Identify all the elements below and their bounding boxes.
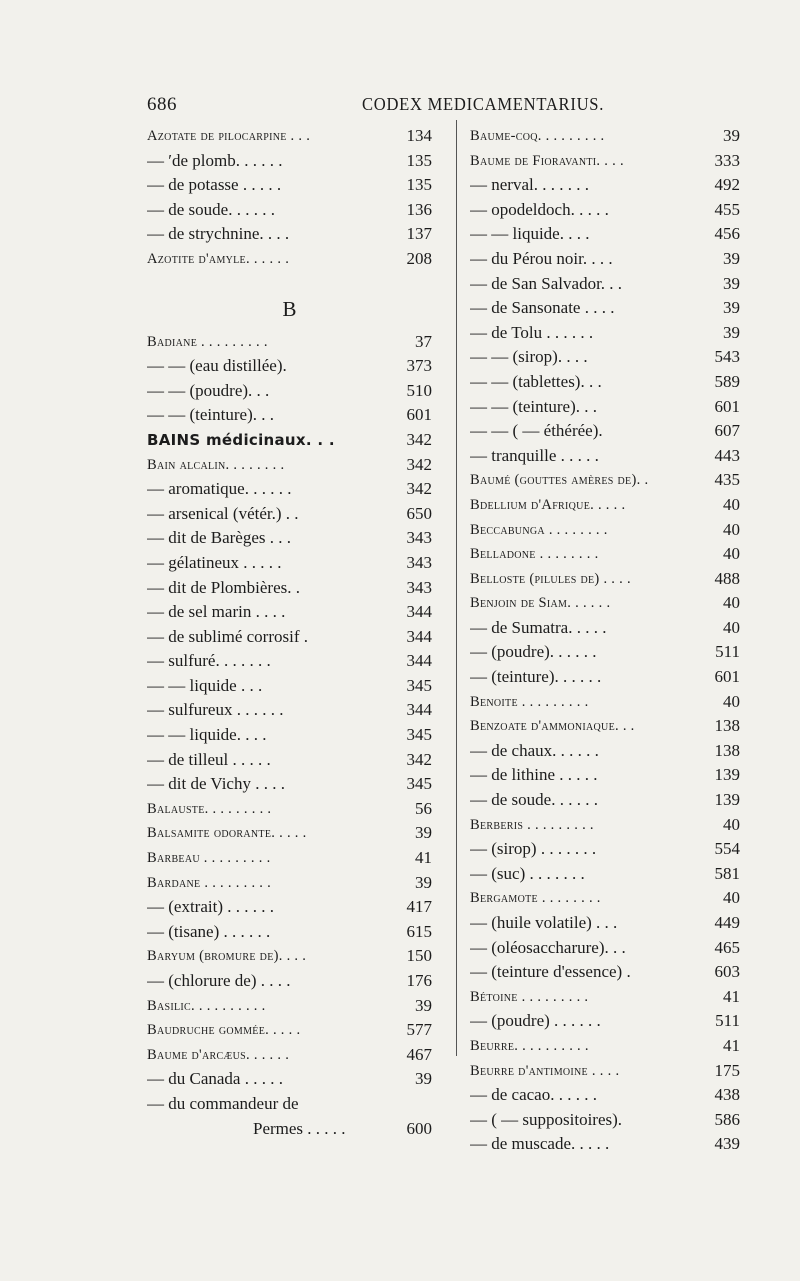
index-entry <box>147 379 432 404</box>
entry-term: — (suc) . . . . . . . <box>470 863 585 883</box>
entry-page-number: 603 <box>714 962 740 982</box>
index-entry <box>470 690 740 715</box>
entry-term: — dit de Vichy . . . . <box>147 774 285 794</box>
index-entry <box>470 813 740 838</box>
entry-page-number: 342 <box>406 429 432 449</box>
entry-page-number: 443 <box>714 445 740 465</box>
entry-term: — de muscade. . . . . <box>470 1134 610 1154</box>
entry-page-number: 40 <box>723 814 740 834</box>
entry-page-number: 139 <box>714 765 740 785</box>
index-entry <box>470 1108 740 1133</box>
index-entry <box>147 698 432 723</box>
entry-page-number: 40 <box>723 593 740 613</box>
entry-page-number: 439 <box>714 1134 740 1154</box>
entry-term: — de strychnine. . . . <box>147 224 290 244</box>
entry-term: Belladone . . . . . . . . <box>470 546 599 563</box>
entry-term: — (tisane) . . . . . . <box>147 921 271 941</box>
entry-term: Benoite . . . . . . . . . <box>470 693 589 710</box>
index-entry <box>470 886 740 911</box>
index-entry <box>147 576 432 601</box>
entry-term: — (oléosaccharure). . . <box>470 937 626 957</box>
entry-page-number: 601 <box>714 667 740 687</box>
entry-page-number: 586 <box>714 1109 740 1129</box>
entry-term: — (chlorure de) . . . . <box>147 971 291 990</box>
index-entry <box>147 526 432 551</box>
entry-page-number: 601 <box>714 396 740 416</box>
entry-page-number: 615 <box>406 921 432 941</box>
entry-term: Badiane . . . . . . . . . <box>147 333 268 350</box>
index-entry <box>147 649 432 674</box>
entry-term: — du Canada . . . . . <box>147 1069 283 1089</box>
entry-term: — opodeldoch. . . . . <box>470 199 609 219</box>
page-number: 686 <box>147 94 177 115</box>
index-entry <box>147 1092 432 1117</box>
entry-term: — gélatineux . . . . . <box>147 552 282 572</box>
index-entry <box>147 846 432 871</box>
entry-term: Baumé (gouttes amères de). . <box>470 472 649 489</box>
index-entry <box>147 748 432 773</box>
entry-term: — — liquide. . . . <box>147 725 267 745</box>
entry-page-number: 543 <box>714 347 740 367</box>
entry-page-number: 39 <box>415 872 432 892</box>
entry-page-number: 465 <box>714 937 740 957</box>
index-entry <box>147 797 432 822</box>
entry-page-number: 40 <box>723 888 740 908</box>
entry-page-number: 150 <box>406 946 432 966</box>
entry-term: — (poudre) . . . . . . <box>470 1011 601 1031</box>
entry-page-number: 138 <box>714 740 740 760</box>
index-entry <box>470 518 740 543</box>
entry-term: — de cacao. . . . . . <box>470 1085 597 1105</box>
entry-page-number: 344 <box>406 700 432 720</box>
index-entry <box>470 640 740 665</box>
entry-term: Bdellium d'Afrique. . . . . <box>470 496 626 513</box>
index-entry <box>147 477 432 502</box>
entry-term: — ( — suppositoires). <box>470 1109 623 1129</box>
entry-page-number: 176 <box>406 971 432 990</box>
entry-term: — (teinture d'essence) . <box>470 962 631 982</box>
entry-page-number: 345 <box>406 725 432 745</box>
entry-page-number: 345 <box>406 774 432 794</box>
entry-page-number: 345 <box>406 675 432 695</box>
entry-term: Baume-coq. . . . . . . . . <box>470 128 605 144</box>
entry-term: — nerval. . . . . . . <box>470 175 589 195</box>
entry-page-number: 39 <box>723 273 740 293</box>
entry-term: — sulfureux . . . . . . <box>147 700 284 720</box>
index-entry <box>470 198 740 223</box>
entry-page-number: 41 <box>415 848 432 868</box>
entry-term: — — liquide . . . <box>147 675 263 695</box>
index-entry <box>470 739 740 764</box>
entry-page-number: 435 <box>714 470 740 490</box>
entry-page-number: 417 <box>406 897 432 917</box>
entry-page-number: 41 <box>723 986 740 1006</box>
index-entry <box>147 198 432 223</box>
index-entry <box>470 936 740 961</box>
entry-page-number: 344 <box>406 626 432 646</box>
entry-term: Permes . . . . . <box>253 1118 346 1138</box>
index-entry <box>470 567 740 592</box>
entry-term: Benjoin de Siam. . . . . . <box>470 595 611 612</box>
index-entry <box>147 994 432 1019</box>
index-entry <box>470 272 740 297</box>
entry-page-number: 333 <box>714 150 740 170</box>
entry-term: Beurre. . . . . . . . . . <box>470 1037 589 1054</box>
index-entry <box>470 911 740 936</box>
index-entry <box>470 542 740 567</box>
index-entry <box>147 222 432 247</box>
index-entry <box>470 370 740 395</box>
index-entry <box>470 345 740 370</box>
entry-page-number: 511 <box>715 1011 740 1031</box>
entry-term: Belloste (pilules de) . . . . <box>470 570 631 587</box>
entry-page-number: 510 <box>406 380 432 400</box>
index-entry <box>470 665 740 690</box>
index-entry <box>470 247 740 272</box>
index-entry <box>147 124 432 149</box>
entry-page-number: 37 <box>415 331 432 351</box>
entry-term: — — (tablettes). . . <box>470 371 602 391</box>
entry-page-number: 136 <box>406 199 432 219</box>
entry-page-number: 554 <box>714 839 740 859</box>
entry-term: Benzoate d'ammoniaque. . . <box>470 718 635 735</box>
entry-page-number: 134 <box>406 126 432 145</box>
index-entry <box>147 1018 432 1043</box>
entry-page-number: 138 <box>714 716 740 736</box>
index-entry <box>470 321 740 346</box>
entry-page-number: 650 <box>406 503 432 523</box>
entry-page-number: 40 <box>723 494 740 514</box>
entry-page-number: 577 <box>406 1020 432 1040</box>
index-entry <box>470 837 740 862</box>
index-entry <box>147 330 432 355</box>
entry-term: — — (sirop). . . . <box>470 347 588 367</box>
entry-term: — de lithine . . . . . <box>470 765 598 785</box>
section-letter-heading: B <box>282 296 297 321</box>
index-entry <box>147 625 432 650</box>
entry-page-number: 455 <box>714 199 740 219</box>
entry-term: — — liquide. . . . <box>470 224 590 244</box>
entry-term: — de Sumatra. . . . . <box>470 617 607 637</box>
entry-term: — de chaux. . . . . . <box>470 740 599 760</box>
entry-term: Berberis . . . . . . . . . <box>470 816 594 833</box>
entry-term: — de tilleul . . . . . <box>147 749 271 769</box>
entry-page-number: 135 <box>406 150 432 170</box>
entry-page-number: 589 <box>714 371 740 391</box>
index-entry <box>470 1059 740 1084</box>
entry-term: Baryum (bromure de). . . . <box>147 948 307 965</box>
entry-page-number: 343 <box>406 577 432 597</box>
entry-term: Azotate de pilocarpine . . . <box>147 128 311 144</box>
entry-page-number: 39 <box>723 322 740 342</box>
index-entry <box>470 960 740 985</box>
entry-term: — dit de Plombières. . <box>147 577 300 597</box>
entry-term: — (poudre). . . . . . <box>470 642 597 662</box>
index-entry <box>147 453 432 478</box>
entry-page-number: 175 <box>714 1060 740 1080</box>
entry-term: — arsenical (vétér.) . . <box>147 503 299 523</box>
index-entry <box>470 591 740 616</box>
index-entry <box>470 173 740 198</box>
entry-page-number: 607 <box>714 421 740 441</box>
entry-term: — sulfuré. . . . . . . <box>147 651 271 671</box>
entry-page-number: 40 <box>723 617 740 637</box>
index-entry <box>470 395 740 420</box>
left-index-column <box>147 124 432 1141</box>
entry-page-number: 208 <box>406 248 432 268</box>
entry-term: — ′de plomb. . . . . . <box>147 150 283 170</box>
index-entry <box>147 723 432 748</box>
entry-term: — — (teinture). . . <box>470 396 597 416</box>
entry-term: — (extrait) . . . . . . <box>147 897 274 917</box>
entry-page-number: 511 <box>715 642 740 662</box>
index-entry <box>470 985 740 1010</box>
entry-term: — aromatique. . . . . . <box>147 479 292 499</box>
entry-page-number: 56 <box>415 798 432 818</box>
entry-term: Baudruche gommée. . . . . <box>147 1022 301 1039</box>
index-entry <box>147 173 432 198</box>
entry-term: Barbeau . . . . . . . . . <box>147 850 271 867</box>
entry-term: — du Pérou noir. . . . <box>470 248 613 268</box>
entry-term: — — (poudre). . . <box>147 380 270 400</box>
index-entry <box>470 419 740 444</box>
entry-term: — — ( — éthérée). <box>470 421 603 441</box>
entry-page-number: 581 <box>714 863 740 883</box>
index-entry <box>470 714 740 739</box>
entry-page-number: 344 <box>406 602 432 622</box>
entry-term: Bergamote . . . . . . . . <box>470 890 601 907</box>
entry-page-number: 39 <box>723 126 740 145</box>
entry-page-number: 343 <box>406 528 432 548</box>
index-entry <box>470 493 740 518</box>
entry-page-number: 137 <box>406 224 432 244</box>
entry-term: Baume de Fioravanti. . . . <box>470 152 624 169</box>
entry-page-number: 40 <box>723 544 740 564</box>
entry-term: Azotite d'amyle. . . . . . <box>147 250 290 267</box>
index-entry <box>147 149 432 174</box>
entry-page-number: 600 <box>406 1118 432 1138</box>
index-entry <box>470 149 740 174</box>
entry-term: — de sublimé corrosif . <box>147 626 308 646</box>
entry-page-number: 449 <box>714 913 740 932</box>
entry-page-number: 342 <box>406 454 432 474</box>
entry-term: Balauste. . . . . . . . . <box>147 800 272 817</box>
index-entry <box>470 1009 740 1034</box>
column-divider <box>456 120 457 1056</box>
index-entry <box>470 862 740 887</box>
entry-term: BAINS médicinaux. . . <box>147 430 335 449</box>
index-entry <box>147 354 432 379</box>
entry-term: Beurre d'antimoine . . . . <box>470 1062 620 1079</box>
entry-term: — de Sansonate . . . . <box>470 298 615 318</box>
entry-term: — tranquille . . . . . <box>470 445 599 465</box>
entry-page-number: 373 <box>406 356 432 376</box>
entry-term: — du commandeur de <box>147 1093 299 1113</box>
entry-term: — de potasse . . . . . <box>147 175 282 195</box>
entry-term: — — (eau distillée). <box>147 356 287 376</box>
entry-page-number: 601 <box>406 405 432 425</box>
index-entry <box>147 920 432 945</box>
index-entry <box>470 444 740 469</box>
entry-term: Balsamite odorante. . . . . <box>147 825 307 842</box>
index-entry <box>470 124 740 149</box>
entry-page-number: 342 <box>406 749 432 769</box>
entry-term: — de soude. . . . . . <box>470 790 598 810</box>
index-entry <box>147 944 432 969</box>
index-entry <box>147 821 432 846</box>
index-entry <box>470 296 740 321</box>
index-entry <box>470 222 740 247</box>
entry-page-number: 39 <box>723 298 740 318</box>
entry-page-number: 456 <box>714 224 740 244</box>
index-entry <box>470 788 740 813</box>
index-entry <box>147 1043 432 1068</box>
entry-term: — de San Salvador. . . <box>470 273 623 293</box>
index-entry <box>470 763 740 788</box>
index-entry <box>147 674 432 699</box>
index-entry <box>147 600 432 625</box>
right-index-column <box>470 124 740 1157</box>
index-entry <box>147 403 432 428</box>
entry-term: — de sel marin . . . . <box>147 602 286 622</box>
index-entry <box>147 428 432 453</box>
entry-page-number: 40 <box>723 691 740 711</box>
entry-term: Baume d'arcæus. . . . . . <box>147 1046 290 1063</box>
entry-term: Basilic. . . . . . . . . . <box>147 997 266 1014</box>
index-entry <box>147 895 432 920</box>
entry-page-number: 39 <box>415 823 432 843</box>
index-entry <box>470 1034 740 1059</box>
running-title: CODEX MEDICAMENTARIUS. <box>362 94 605 114</box>
index-entry <box>470 468 740 493</box>
index-entry <box>147 1117 432 1142</box>
entry-term: — de Tolu . . . . . . <box>470 322 594 342</box>
index-entry <box>147 551 432 576</box>
entry-term: — (sirop) . . . . . . . <box>470 839 597 859</box>
index-entry <box>147 1067 432 1092</box>
entry-page-number: 39 <box>415 1069 432 1089</box>
index-entry <box>147 772 432 797</box>
entry-page-number: 139 <box>714 790 740 810</box>
entry-page-number: 342 <box>406 479 432 499</box>
entry-page-number: 343 <box>406 552 432 572</box>
entry-page-number: 40 <box>723 519 740 539</box>
entry-page-number: 39 <box>415 995 432 1015</box>
index-entry <box>147 247 432 272</box>
index-entry <box>470 616 740 641</box>
entry-page-number: 135 <box>406 175 432 195</box>
entry-term: — (teinture). . . . . . <box>470 667 602 687</box>
entry-page-number: 438 <box>714 1085 740 1105</box>
entry-term: Beccabunga . . . . . . . . <box>470 521 608 538</box>
entry-term: — dit de Barèges . . . <box>147 528 291 548</box>
entry-page-number: 41 <box>723 1035 740 1055</box>
entry-page-number: 467 <box>406 1044 432 1064</box>
index-entry <box>470 1083 740 1108</box>
entry-term: Bain alcalin. . . . . . . . <box>147 456 285 473</box>
index-entry <box>147 871 432 896</box>
entry-term: Bardane . . . . . . . . . <box>147 874 272 891</box>
index-entry <box>470 1132 740 1157</box>
entry-page-number: 492 <box>714 175 740 195</box>
entry-term: Bétoine . . . . . . . . . <box>470 988 589 1005</box>
entry-term: — (huile volatile) . . . <box>470 913 618 932</box>
entry-page-number: 344 <box>406 651 432 671</box>
index-entry <box>147 502 432 527</box>
entry-page-number: 488 <box>714 568 740 588</box>
index-entry <box>147 969 432 994</box>
entry-term: — — (teinture). . . <box>147 405 274 425</box>
entry-term: — de soude. . . . . . <box>147 199 275 219</box>
entry-page-number: 39 <box>723 248 740 268</box>
